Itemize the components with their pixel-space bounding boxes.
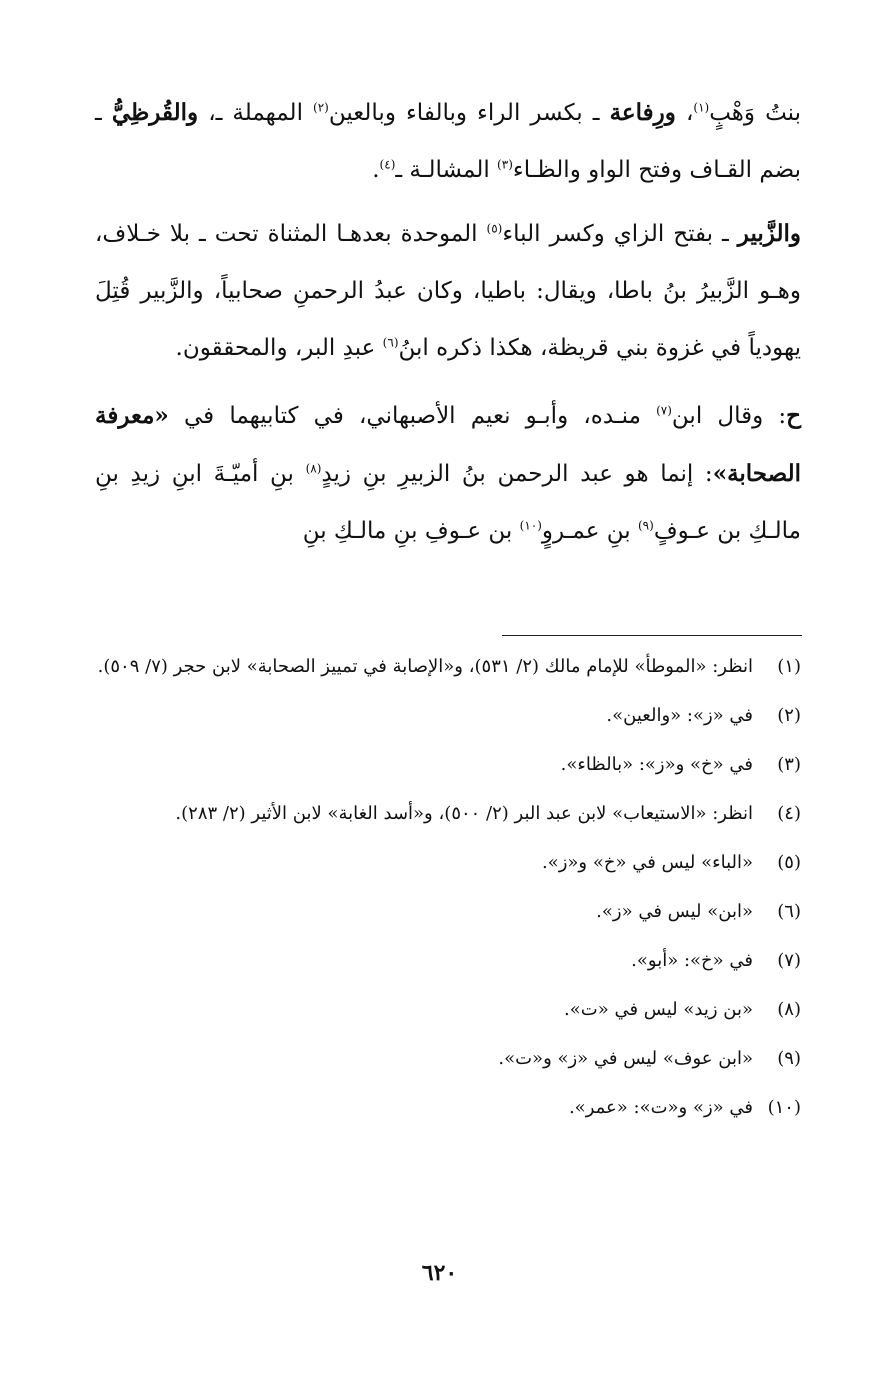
- footnote-number: (٥): [777, 852, 801, 873]
- footnote-item: [86, 1091, 801, 1124]
- footnote-text: انظر: «الاستيعاب» لابن عبد البر (٢/ ٥٠٠)، و«أسد الغابة» لابن الأثير (٢/ ٢٨٣).: [175, 803, 753, 824]
- main-text: [95, 84, 801, 570]
- footnote-item: [86, 797, 801, 830]
- footnote-text: «ابن عوف» ليس في «ز» و«ت».: [498, 1048, 753, 1069]
- paragraph-1: [95, 84, 801, 199]
- footnote-ref-9[interactable]: (٩): [637, 518, 654, 533]
- page-number: ٦٢٠: [421, 1260, 458, 1286]
- footnotes: [86, 650, 801, 1140]
- footnote-text: انظر: «الموطأ» للإمام مالك (٢/ ٥٣١)، و«الإصابة في تمييز الصحابة» لابن حجر (٧/ ٥٠٩).: [97, 656, 753, 677]
- footnote-ref-1[interactable]: (١): [693, 100, 710, 115]
- footnote-text: في «خ»: «أبو».: [631, 950, 753, 971]
- text-run: عبدِ البر، والمحققون.: [175, 335, 383, 361]
- footnote-number: (١): [777, 656, 801, 677]
- footnote-ref-5[interactable]: (٥): [486, 221, 503, 236]
- text-run: : إنما هو عبد الرحمن بنُ الزبيرِ بنِ زيدٍ: [321, 461, 713, 487]
- term-qurazi: والقُرظِيُّ: [111, 99, 199, 126]
- footnote-ref-6[interactable]: (٦): [382, 335, 399, 350]
- text-run: منـده، وأبـو نعيم الأصبهاني، في كتابيهما في: [168, 403, 657, 429]
- footnote-ref-4[interactable]: (٤): [379, 157, 396, 172]
- paragraph-3: [95, 387, 801, 560]
- footnote-number: (٩): [777, 1048, 801, 1069]
- footnote-item: [86, 895, 801, 928]
- footnote-number: (٣): [777, 754, 801, 775]
- text-run: .: [372, 157, 380, 183]
- footnote-item: [86, 1042, 801, 1075]
- text-run: : وقال ابن: [671, 403, 787, 429]
- footnote-number: (٤): [777, 803, 801, 824]
- footnote-number: (٢): [777, 705, 801, 726]
- term-zabir: والزَّبير: [737, 220, 801, 247]
- text-run: ،: [675, 100, 694, 126]
- term-rifaa: ورِفاعة: [609, 99, 676, 126]
- footnote-item: [86, 993, 801, 1026]
- text-run: بنِ أميّـةَ ابنِ زيدِ بنِ مالـكِ بن عـوفٍ: [95, 461, 801, 544]
- text-run: الموحدة بعدهـا المثناة تحت ـ بلا خـلاف، وهـو الزَّبيرُ بنُ باطا، ويقال: باطيا، وكان عبدُ الرحمنِ صحابياً، والزَّبير قُتِلَ يهودياً في غزوة بني قريظة، هكذا ذكره ابنُ: [95, 221, 801, 361]
- footnote-item: [86, 846, 801, 879]
- footnote-ref-8[interactable]: (٨): [305, 461, 322, 476]
- text-run: بن عـوفِ بنِ مالـكِ بنِ: [302, 518, 520, 544]
- footnote-text: في «ز»: «والعين».: [606, 705, 753, 726]
- footnote-ref-10[interactable]: (١٠): [519, 518, 542, 533]
- footnote-divider: [502, 635, 802, 636]
- text-run: بنتُ وَهْبٍ: [709, 100, 802, 126]
- text-run: بنِ عمـروٍ: [541, 518, 638, 544]
- footnote-text: «ابن» ليس في «ز».: [596, 901, 753, 922]
- text-run: المهملة ـ،: [198, 100, 314, 126]
- footnote-item: [86, 944, 801, 977]
- text-run: ـ بكسر الراء وبالفاء وبالعين: [328, 100, 610, 126]
- text-run: ـ بضم القـاف وفتح الواو والظـاء: [95, 100, 801, 183]
- marker-ha: ح: [786, 402, 802, 429]
- footnote-ref-3[interactable]: (٣): [497, 157, 513, 172]
- text-run: المشالـة ـ: [395, 157, 498, 183]
- footnote-ref-7[interactable]: (٧): [656, 403, 672, 418]
- footnote-ref-2[interactable]: (٢): [313, 100, 329, 115]
- footnote-text: في «خ» و«ز»: «بالظاء».: [560, 754, 753, 775]
- footnote-text: «بن زيد» ليس في «ت».: [564, 999, 753, 1020]
- footnote-number: (٦): [777, 901, 801, 922]
- text-run: ـ بفتح الزاي وكسر الباء: [502, 221, 738, 247]
- footnote-number: (١٠): [767, 1097, 801, 1118]
- footnote-number: (٨): [777, 999, 801, 1020]
- paragraph-2: [95, 205, 801, 377]
- book-title: «معرفة الصحابة»: [95, 402, 801, 487]
- footnote-item: [86, 699, 801, 732]
- footnote-item: [86, 650, 801, 683]
- footnote-text: في «ز» و«ت»: «عمر».: [568, 1097, 753, 1118]
- footnote-text: «الباء» ليس في «خ» و«ز».: [541, 852, 753, 873]
- footnote-number: (٧): [777, 950, 801, 971]
- footnote-item: [86, 748, 801, 781]
